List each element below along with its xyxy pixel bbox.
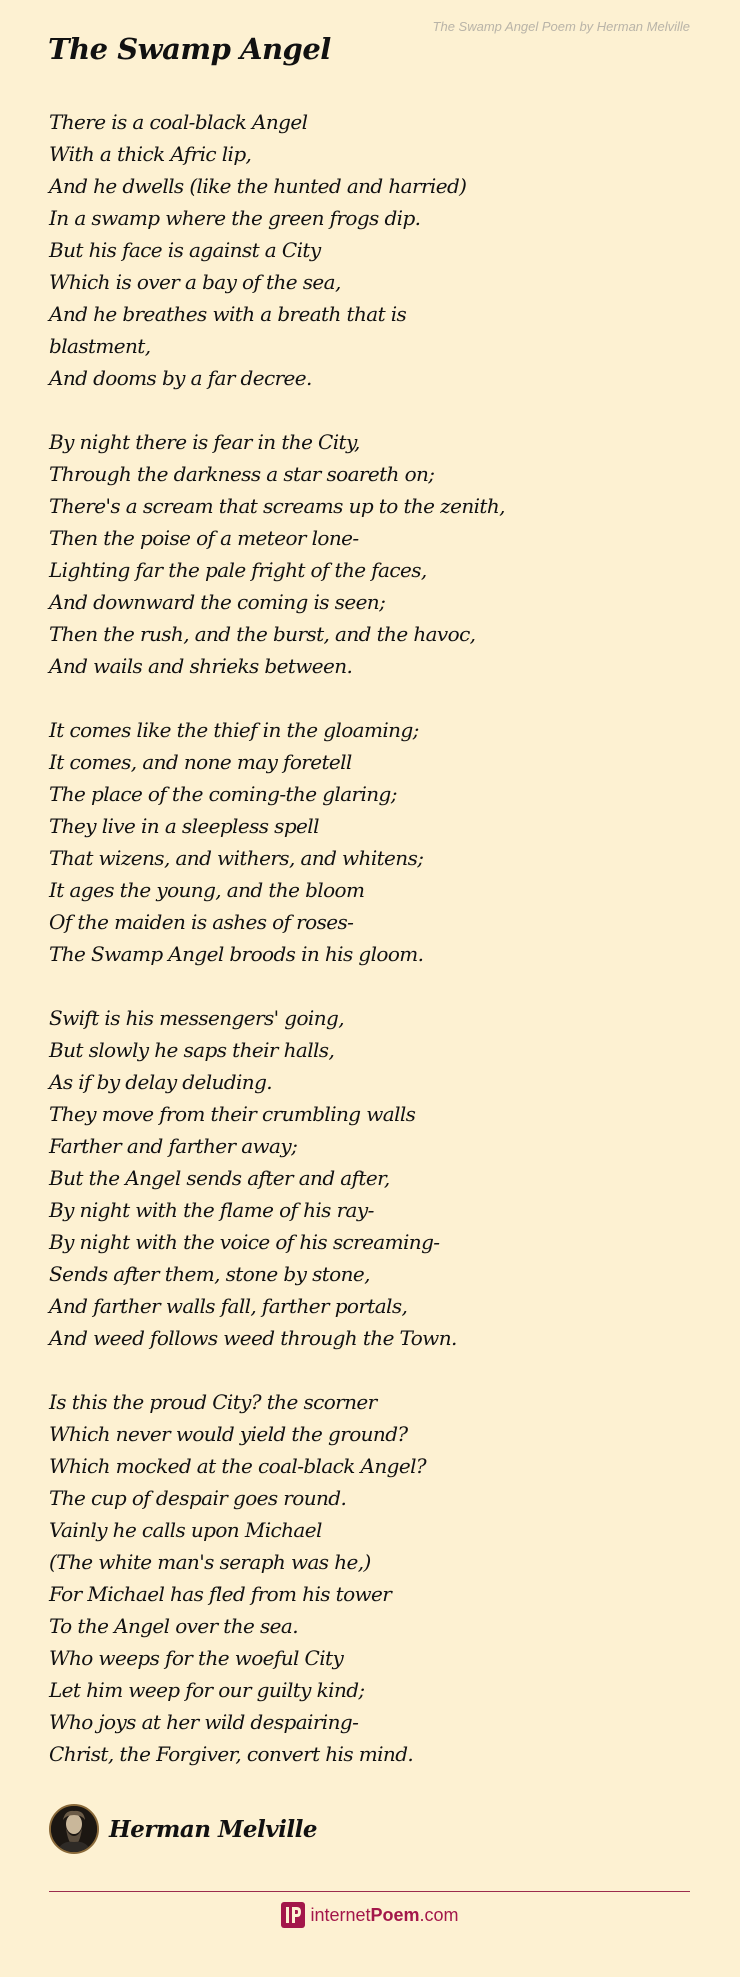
author-name[interactable]: Herman Melville (109, 1815, 317, 1843)
poem-body (49, 106, 689, 1802)
poem-line: But slowly he saps their halls, (49, 1038, 335, 1062)
internetpoem-logo-icon (281, 1902, 305, 1928)
poem-line: But his face is against a City (49, 238, 321, 262)
poem-line: It comes like the thief in the gloaming; (49, 718, 419, 742)
poem-line: Farther and farther away; (49, 1134, 298, 1158)
poem-line: And wails and shrieks between. (49, 654, 353, 678)
brand-com[interactable]: .com (419, 1904, 459, 1925)
stanza (49, 106, 689, 394)
poem-line: And dooms by a far decree. (49, 366, 312, 390)
poem-line: By night with the voice of his screaming- (49, 1230, 440, 1254)
header-credit: The Swamp Angel Poem by Herman Melville (432, 19, 690, 34)
poem-line: The place of the coming-the glaring; (49, 782, 397, 806)
poem-line: Vainly he calls upon Michael (49, 1518, 322, 1542)
poem-line: It ages the young, and the bloom (49, 878, 365, 902)
poem-line: As if by delay deluding. (49, 1070, 273, 1094)
poem-line: Swift is his messengers' going, (49, 1006, 344, 1030)
poem-line: Through the darkness a star soareth on; (49, 462, 435, 486)
poem-line: Who weeps for the woeful City (49, 1646, 344, 1670)
poem-line: Then the rush, and the burst, and the havoc, (49, 622, 476, 646)
poem-line: By night with the flame of his ray- (49, 1198, 374, 1222)
poem-line: Let him weep for our guilty kind; (49, 1678, 365, 1702)
brand-poem[interactable]: Poem (370, 1904, 420, 1925)
poem-line: Which mocked at the coal-black Angel? (49, 1454, 427, 1478)
author-block[interactable] (49, 1803, 317, 1855)
poem-line: But the Angel sends after and after, (49, 1166, 390, 1190)
poem-line: It comes, and none may foretell (49, 750, 352, 774)
poem-title: The Swamp Angel (48, 32, 331, 66)
poem-line: To the Angel over the sea. (49, 1614, 298, 1638)
poem-line: And he dwells (like the hunted and harried) (49, 174, 467, 198)
poem-line: The Swamp Angel broods in his gloom. (49, 942, 424, 966)
poem-line: (The white man's seraph was he,) (49, 1550, 371, 1574)
stanza (49, 1002, 689, 1354)
poem-line: For Michael has fled from his tower (49, 1582, 392, 1606)
poem-line: Sends after them, stone by stone, (49, 1262, 370, 1286)
stanza (49, 426, 689, 682)
poem-line: The cup of despair goes round. (49, 1486, 347, 1510)
poem-line: And farther walls fall, farther portals, (49, 1294, 408, 1318)
poem-line: With a thick Afric lip, (49, 142, 252, 166)
poem-line: There's a scream that screams up to the zenith, (49, 494, 505, 518)
poem-line: By night there is fear in the City, (49, 430, 360, 454)
poem-line: And he breathes with a breath that is (49, 302, 407, 326)
poem-line: And weed follows weed through the Town. (49, 1326, 457, 1350)
divider (49, 1891, 690, 1892)
poem-line: Christ, the Forgiver, convert his mind. (49, 1742, 414, 1766)
poem-line: Of the maiden is ashes of roses- (49, 910, 354, 934)
poem-line: Lighting far the pale fright of the faces, (49, 558, 427, 582)
poem-line: There is a coal-black Angel (49, 110, 308, 134)
author-portrait-icon (51, 1806, 97, 1852)
footer-brand[interactable] (0, 1902, 740, 1928)
poem-line: That wizens, and withers, and whitens; (49, 846, 424, 870)
brand-internet[interactable]: internet (310, 1904, 371, 1925)
poem-line: blastment, (49, 334, 151, 358)
poem-line: Who joys at her wild despairing- (49, 1710, 359, 1734)
stanza (49, 1386, 689, 1770)
poem-line: In a swamp where the green frogs dip. (49, 206, 421, 230)
poem-line: They live in a sleepless spell (49, 814, 319, 838)
stanza (49, 714, 689, 970)
poem-line: Which is over a bay of the sea, (49, 270, 341, 294)
author-avatar[interactable] (49, 1804, 99, 1854)
poem-line: They move from their crumbling walls (49, 1102, 416, 1126)
poem-line: Is this the proud City? the scorner (49, 1390, 377, 1414)
poem-line: Which never would yield the ground? (49, 1422, 408, 1446)
poem-line: And downward the coming is seen; (49, 590, 386, 614)
poem-line: Then the poise of a meteor lone- (49, 526, 359, 550)
